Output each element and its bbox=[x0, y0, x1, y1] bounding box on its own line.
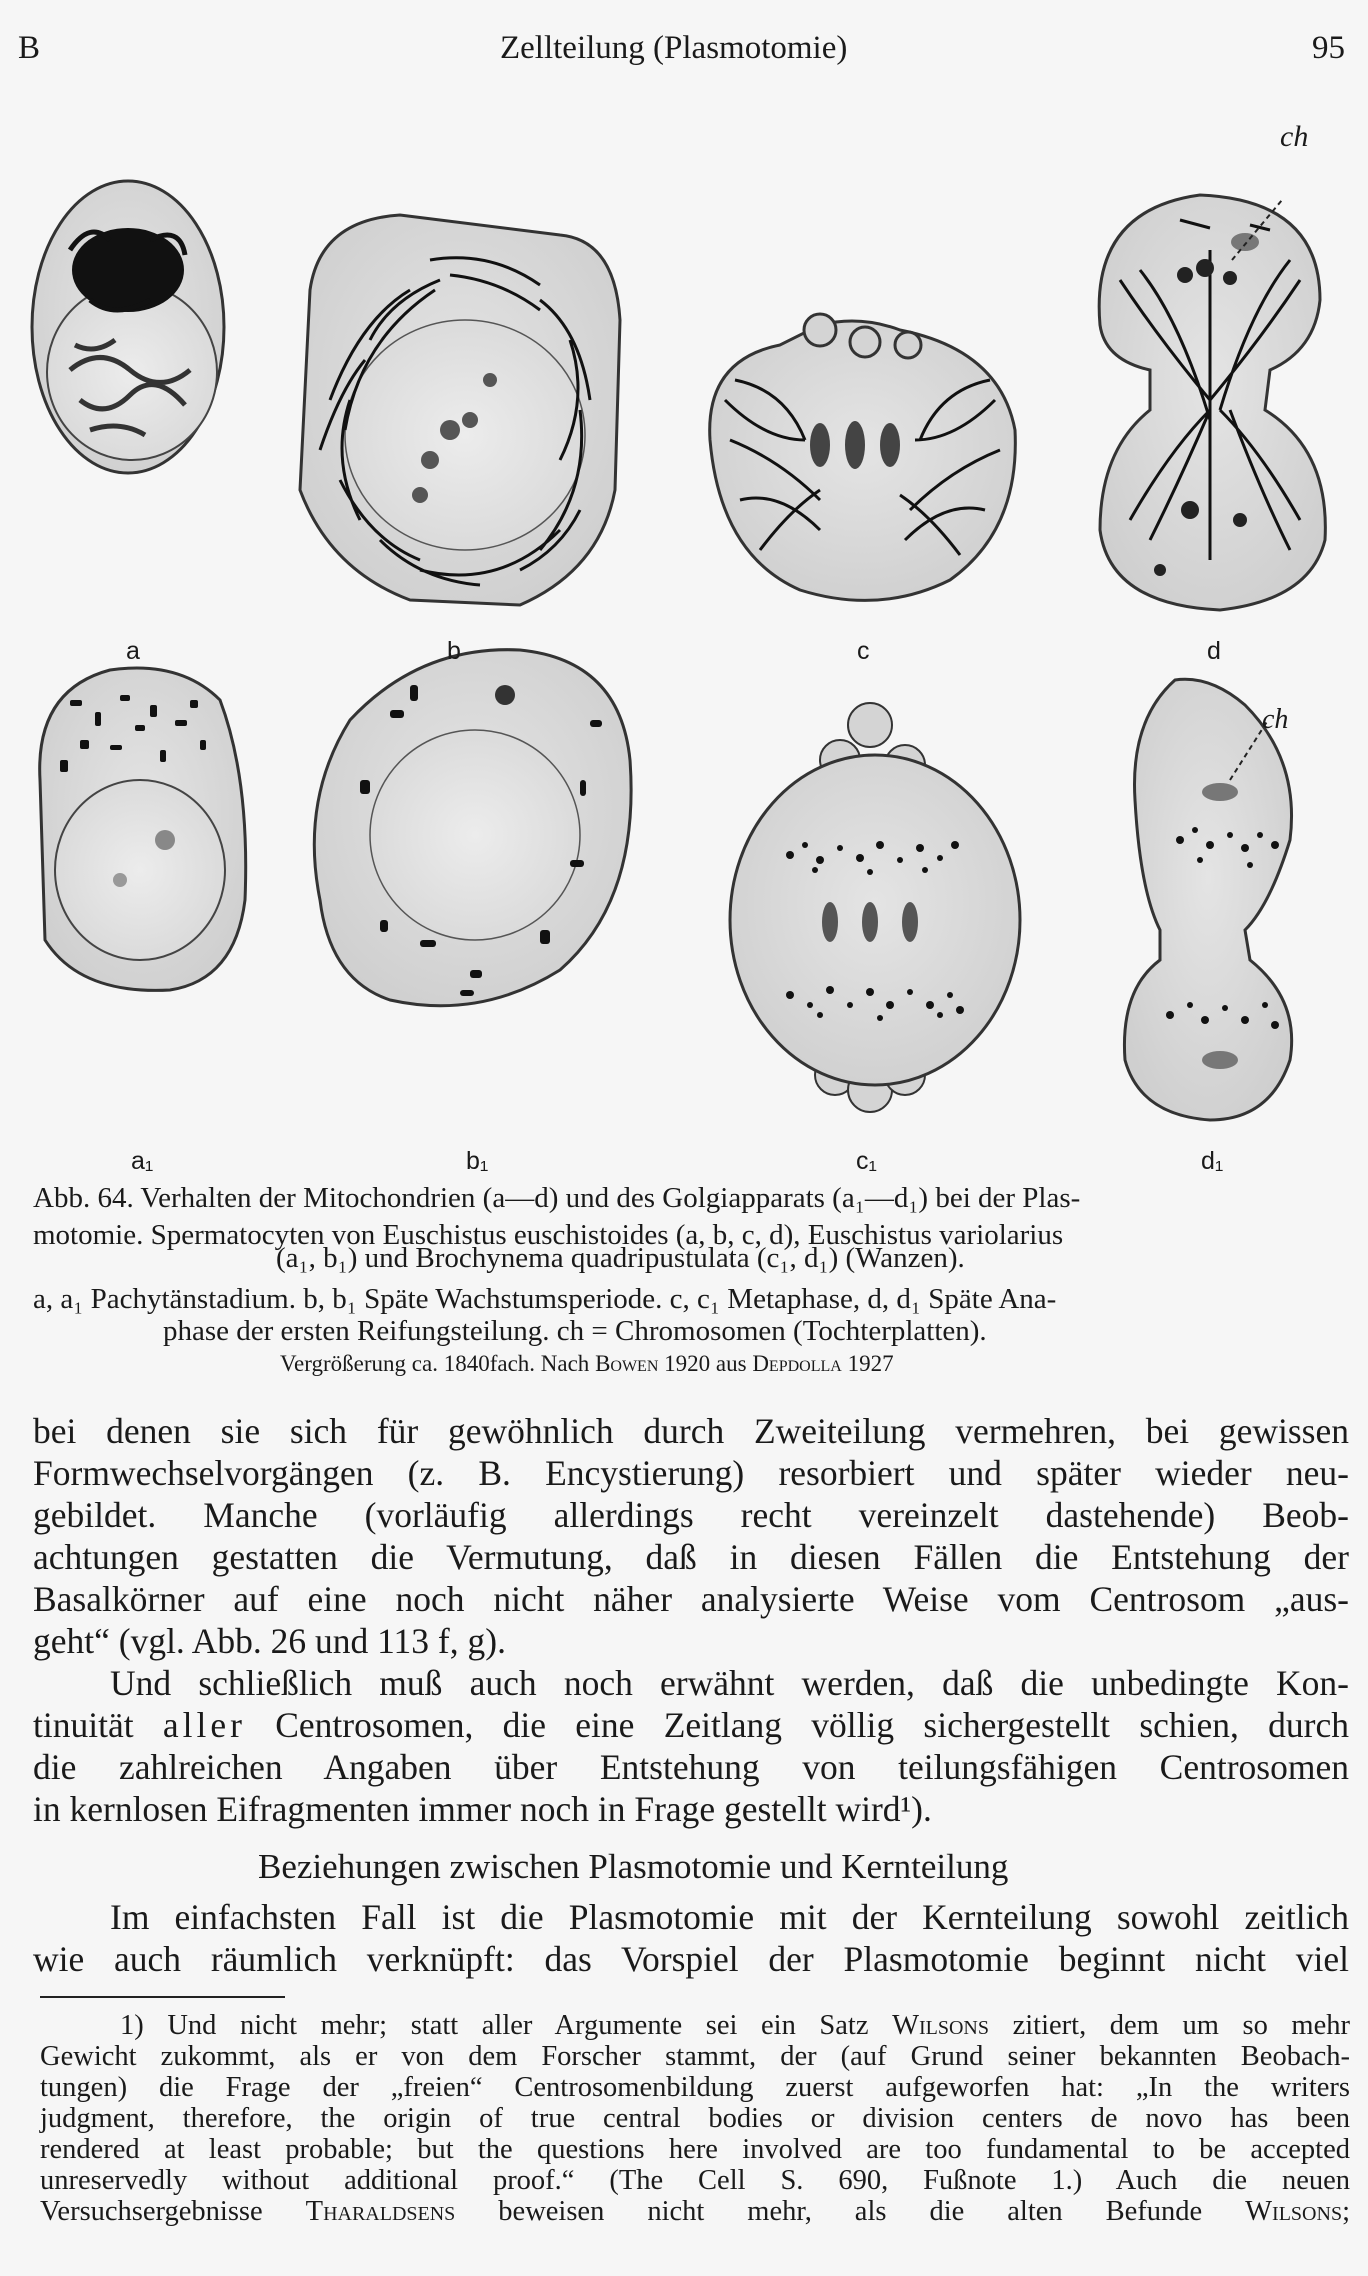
figure-caption-line: Abb. 64. Verhalten der Mitochondrien (a—d) und des Golgiapparats (a₁—d₁) bei der Plas- bbox=[33, 1182, 1081, 1214]
text: 1) Und nicht mehr; statt aller Argumente sei ein Satz bbox=[120, 2010, 893, 2041]
figure-label: b bbox=[447, 637, 461, 665]
paragraph-line: Basalkörner auf eine noch nicht näher analysierte Weise vom Centrosom „aus- bbox=[33, 1579, 1349, 1619]
credit-author: Depdolla bbox=[752, 1351, 842, 1376]
paragraph-line: Formwechselvorgängen (z. B. Encystierung) resorbiert und später wieder neu- bbox=[33, 1453, 1349, 1493]
figure-label: a bbox=[126, 637, 140, 665]
paragraph-line: in kernlosen Eifragmenten immer noch in Frage gestellt wird¹). bbox=[33, 1789, 932, 1829]
author-name: Wilsons bbox=[1245, 2196, 1343, 2227]
paragraph-line: gebildet. Manche (vorläufig allerdings recht vereinzelt dastehende) Beob- bbox=[33, 1495, 1349, 1535]
cell-b1 bbox=[314, 650, 631, 1006]
cell-a bbox=[32, 181, 224, 473]
paragraph-line: wie auch räumlich verknüpft: das Vorspiel der Plasmotomie beginnt nicht viel bbox=[33, 1939, 1349, 1979]
figure-annotation-ch: ch bbox=[1262, 704, 1289, 735]
figure-plate bbox=[0, 100, 1368, 1160]
paragraph-line bbox=[33, 1704, 1349, 1746]
cell-d1 bbox=[1124, 679, 1291, 1120]
paragraph-line: die zahlreichen Angaben über Entstehung von teilungsfähigen Centrosomen bbox=[33, 1747, 1349, 1787]
text: Versuchsergebnisse bbox=[40, 2196, 306, 2227]
cell-d bbox=[1099, 195, 1325, 610]
author-name: Wilsons bbox=[892, 2010, 990, 2041]
cell-c bbox=[710, 314, 1016, 600]
footnote-line: Gewicht zukommt, als er von dem Forscher stammt, der (auf Grund seiner bekannten Beobach- bbox=[40, 2041, 1350, 2072]
figure-caption-line: motomie. Spermatocyten von Euschistus euschistoides (a, b, c, d), Euschistus variolarius bbox=[33, 1219, 1064, 1251]
footnote-line: judgment, therefore, the origin of true central bodies or division centers de novo has been bbox=[40, 2103, 1350, 2134]
page-number: 95 bbox=[1312, 30, 1345, 66]
figure-caption-line: (a₁, b₁) und Brochynema quadripustulata (c₁, d₁) (Wanzen). bbox=[276, 1242, 965, 1274]
footnote-line bbox=[40, 2196, 1350, 2228]
text: tinuität bbox=[33, 1705, 163, 1745]
paragraph-line: Im einfachsten Fall ist die Plasmotomie mit der Kernteilung sowohl zeitlich bbox=[110, 1897, 1349, 1937]
credit-author: Bowen bbox=[595, 1351, 659, 1376]
figure-label: b₁ bbox=[466, 1147, 489, 1175]
footnote-line: rendered at least probable; but the questions here involved are too fundamental to be accepted bbox=[40, 2134, 1350, 2165]
emphasis: aller bbox=[162, 1705, 246, 1745]
author-name: Tharaldsens bbox=[305, 2196, 456, 2227]
text: Centrosomen, die eine Zeitlang völlig sichergestellt schien, durch bbox=[245, 1705, 1349, 1745]
credit-text: 1927 bbox=[841, 1351, 894, 1376]
cell-b bbox=[300, 215, 620, 605]
text: ; bbox=[1342, 2196, 1350, 2227]
running-title: Zellteilung (Plasmotomie) bbox=[500, 30, 848, 66]
paragraph-line: bei denen sie sich für gewöhnlich durch Zweiteilung vermehren, bei gewissen bbox=[33, 1411, 1349, 1451]
footnote-rule bbox=[40, 1996, 285, 1998]
section-letter: B bbox=[18, 30, 41, 66]
footnote-line: unreservedly without additional proof.“ (The Cell S. 690, Fußnote 1.) Auch die neuen bbox=[40, 2165, 1350, 2196]
figure-credit bbox=[280, 1351, 894, 1377]
figure-label: d₁ bbox=[1201, 1147, 1224, 1175]
figure-annotation-ch: ch bbox=[1280, 120, 1309, 153]
figure-label: c₁ bbox=[856, 1147, 877, 1175]
figure-caption-line: phase der ersten Reifungsteilung. ch = Chromosomen (Tochterplatten). bbox=[163, 1315, 987, 1347]
credit-text: 1920 aus bbox=[658, 1351, 753, 1376]
figure-label: a₁ bbox=[131, 1147, 154, 1175]
credit-text: Vergrößerung ca. 1840fach. Nach bbox=[280, 1351, 596, 1376]
paragraph-line: Und schließlich muß auch noch erwähnt werden, daß die unbedingte Kon- bbox=[110, 1663, 1349, 1703]
figure-caption-line: a, a₁ Pachytänstadium. b, b₁ Späte Wachstumsperiode. c, c₁ Metaphase, d, d₁ Späte Ana- bbox=[33, 1283, 1057, 1315]
paragraph-line: geht“ (vgl. Abb. 26 und 113 f, g). bbox=[33, 1621, 506, 1661]
footnote-line: tungen) die Frage der „freien“ Centrosomenbildung zuerst aufgeworfen hat: „In the writers bbox=[40, 2072, 1350, 2103]
footnote-line bbox=[120, 2010, 1350, 2042]
figure-label: d bbox=[1207, 637, 1221, 665]
cell-a1 bbox=[40, 668, 246, 990]
paragraph-line: achtungen gestatten die Vermutung, daß in diesen Fällen die Entstehung der bbox=[33, 1537, 1349, 1577]
cell-c1 bbox=[730, 703, 1020, 1112]
text: beweisen nicht mehr, als die alten Befunde bbox=[455, 2196, 1246, 2227]
figure-label: c bbox=[857, 637, 870, 665]
section-heading: Beziehungen zwischen Plasmotomie und Kernteilung bbox=[258, 1847, 1009, 1886]
text: zitiert, dem um so mehr bbox=[989, 2010, 1350, 2041]
